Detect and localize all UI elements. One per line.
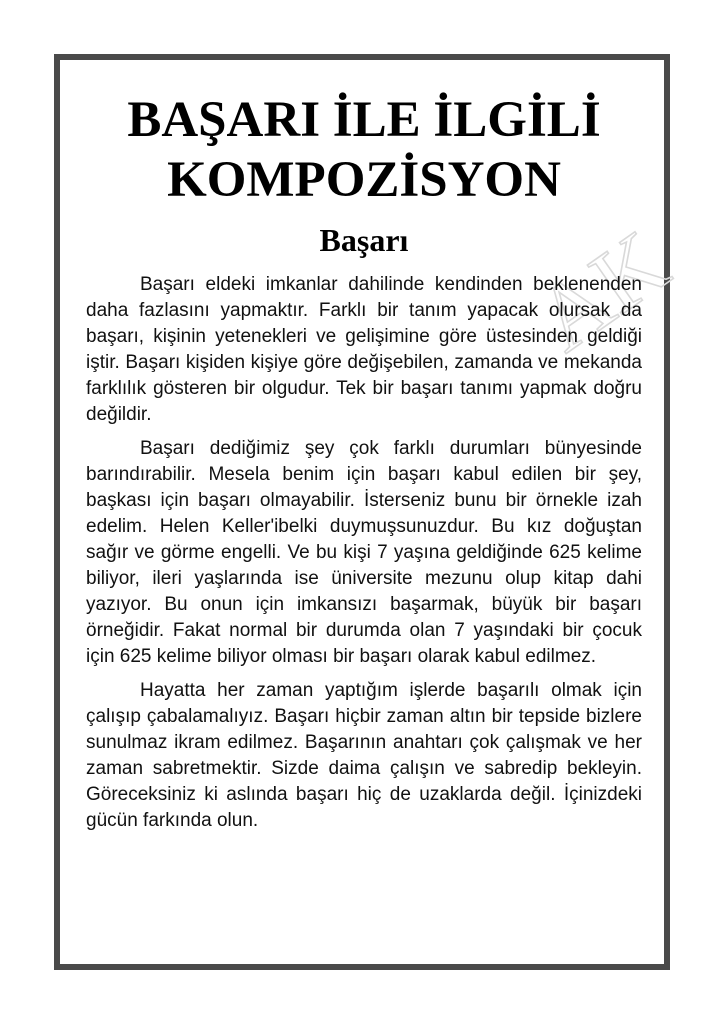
page-subtitle: Başarı xyxy=(319,222,409,258)
paragraph-1: Başarı eldeki imkanlar dahilinde kendinden beklenenden daha fazlasını yapmaktır. Farklı bir tanım yapacak olursak da başarı, kişinin yetenekleri ve gelişimine göre üstesinden geldiği iştir. Başarı kişiden kişiye göre değişebilen, zamanda ve mekanda farklılık gösteren bir olgudur. Tek bir başarı tanımı yapmak doğru değildir. xyxy=(86,274,642,425)
watermark-text: AK xyxy=(518,210,686,371)
document-content xyxy=(86,90,642,842)
title-line-1: BAŞARI İLE İLGİLİ xyxy=(127,92,601,148)
paragraph-2: Başarı dediğimiz şey çok farklı durumları bünyesinde barındırabilir. Mesela benim için başarı kabul edilen bir şey, başkası için başarı olmayabilir. İsterseniz bunu bir örnekle izah edelim. Helen Keller'ibelki duymuşsunuzdur. Bu kız doğuştan sağır ve görme engelli. Ve bu kişi 7 yaşına geldiğinde 625 kelime biliyor, ileri yaşlarında ise üniversite mezunu olup kitap dahi yazıyor. Bu onun için imkansızı başarmak, büyük bir başarı örneğidir. Fakat normal bir durumda olan 7 yaşındaki bir çocuk için 625 kelime biliyor olması bir başarı olarak kabul edilmez. xyxy=(86,438,642,667)
page-frame xyxy=(54,54,686,970)
page-title xyxy=(86,90,642,210)
title-line-2: KOMPOZİSYON xyxy=(167,152,561,208)
paragraph-3: Hayatta her zaman yaptığım işlerde başarılı olmak için çalışıp çabalamalıyız. Başarı hiçbir zaman altın bir tepside bizlere sunulmaz ikram edilmez. Başarının anahtarı çok çalışmak ve her zaman sabretmektir. Sizde daima çalışın ve sabredip bekleyin. Göreceksiniz ki aslında başarı hiç de uzaklarda değil. İçinizdeki gücün farkında olun. xyxy=(86,680,642,831)
